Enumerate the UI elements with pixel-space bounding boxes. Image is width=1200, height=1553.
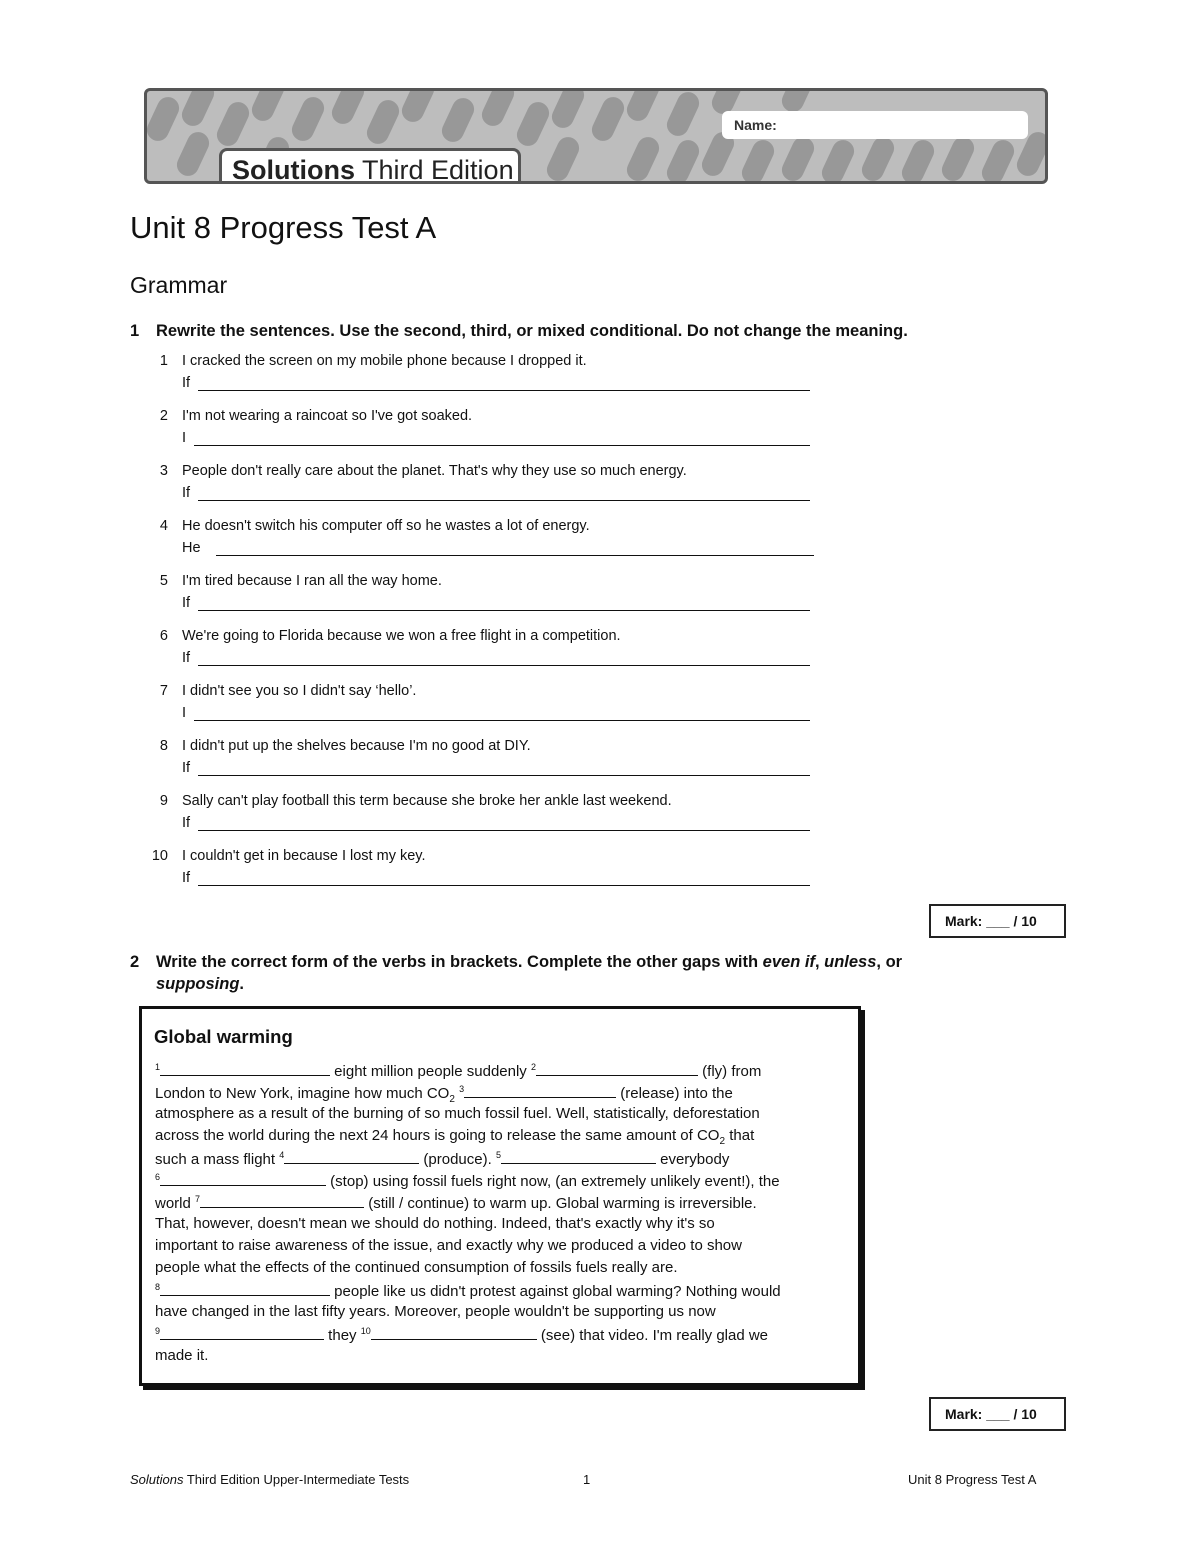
item-sentence: We're going to Florida because we won a free flight in a competition. [182, 628, 621, 644]
answer-line[interactable] [198, 390, 810, 391]
item-number: 5 [159, 573, 168, 589]
text-line-11 [155, 1281, 781, 1300]
gap-number: 2 [530, 1062, 536, 1072]
item-number: 9 [159, 793, 168, 809]
item-start-word: If [182, 485, 191, 501]
gap-number: 5 [495, 1150, 501, 1160]
item-number: 1 [159, 353, 168, 369]
header-banner [144, 88, 1048, 184]
footer-series: Solutions [130, 1472, 184, 1487]
text-line-12: have changed in the last fifty years. Moreover, people wouldn't be supporting us now [155, 1303, 716, 1320]
text-line-2 [155, 1083, 733, 1105]
brand-rest: Third Edition [362, 155, 514, 184]
item-start-word: If [182, 870, 191, 886]
item-sentence: Sally can't play football this term because she broke her ankle last weekend. [182, 793, 672, 809]
item-sentence: People don't really care about the planet. That's why they use so much energy. [182, 463, 687, 479]
exercise2-text: Write the correct form of the verbs in brackets. Complete the other gaps with even if, unless, or [156, 953, 903, 971]
exercise1-mark-box[interactable]: Mark: ___ / 10 [929, 904, 1066, 938]
text-fragment: people like us didn't protest against global warming? Nothing would [330, 1283, 781, 1300]
answer-line[interactable] [194, 720, 810, 721]
text-line-7 [155, 1193, 757, 1212]
item-number: 7 [159, 683, 168, 699]
brand-logo [232, 155, 514, 184]
item-start-word: He [182, 540, 201, 556]
gap-number: 6 [155, 1172, 161, 1182]
gap-number: 3 [459, 1084, 465, 1094]
gap-4[interactable] [284, 1149, 419, 1164]
text-line-1 [155, 1061, 761, 1080]
text-line-3: atmosphere as a result of the burning of so much fossil fuel. Well, statistically, deforestation [155, 1105, 760, 1122]
item-sentence: I didn't see you so I didn't say ‘hello’. [182, 683, 417, 699]
answer-line[interactable] [198, 500, 810, 501]
text-fragment: London to New York, imagine how much CO [155, 1085, 450, 1102]
gap-1[interactable] [160, 1061, 330, 1076]
text-fragment: across the world during the next 24 hours is going to release the same amount of CO [155, 1127, 720, 1144]
item-sentence: I'm tired because I ran all the way home. [182, 573, 442, 589]
text-line-4 [155, 1127, 754, 1147]
page-title: Unit 8 Progress Test A [130, 210, 437, 245]
subscript: 2 [719, 1136, 726, 1147]
gap-7[interactable] [200, 1193, 364, 1208]
text-line-13 [155, 1325, 768, 1344]
item-number: 2 [159, 408, 168, 424]
brand-tab [219, 148, 521, 184]
item-start-word: I [182, 705, 187, 721]
text-fragment: that [725, 1127, 755, 1144]
option-supposing: supposing [156, 975, 240, 993]
gap-number: 7 [195, 1194, 201, 1204]
item-start-word: If [182, 375, 191, 391]
exercise2-text-line1: Write the correct form of the verbs in brackets. Complete the other gaps with [156, 953, 759, 971]
exercise1-number: 1 [130, 322, 140, 340]
gap-3[interactable] [464, 1083, 616, 1098]
item-number: 8 [159, 738, 168, 754]
gap-9[interactable] [160, 1325, 324, 1340]
text-line-8: That, however, doesn't mean we should do nothing. Indeed, that's exactly why it's so [155, 1215, 715, 1232]
text-line-10: people what the effects of the continued consumption of fossils fuels really are. [155, 1259, 678, 1276]
exercise1-item [148, 793, 848, 837]
item-number: 3 [159, 463, 168, 479]
item-sentence: I'm not wearing a raincoat so I've got soaked. [182, 408, 473, 424]
item-start-word: If [182, 760, 191, 776]
text-line-9: important to raise awareness of the issue, and exactly why we produced a video to show [155, 1237, 742, 1254]
option-even-if: even if [762, 953, 815, 971]
text-fragment: (produce). [419, 1151, 496, 1168]
item-sentence: I cracked the screen on my mobile phone because I dropped it. [182, 353, 587, 369]
item-sentence: I couldn't get in because I lost my key. [182, 848, 426, 864]
exercise1-item [148, 628, 848, 672]
text-fragment: everybody [655, 1151, 730, 1168]
gap-2[interactable] [536, 1061, 698, 1076]
text-box-title: Global warming [154, 1026, 293, 1047]
answer-line[interactable] [216, 555, 814, 556]
exercise1-item [148, 463, 848, 507]
item-start-word: If [182, 650, 191, 666]
gap-number: 9 [155, 1326, 161, 1336]
brand-bold: Solutions [232, 155, 355, 184]
item-sentence: He doesn't switch his computer off so he wastes a lot of energy. [182, 518, 590, 534]
exercise1-item [148, 683, 848, 727]
item-number: 4 [159, 518, 168, 534]
option-or: or [885, 953, 903, 971]
answer-line[interactable] [198, 830, 810, 831]
answer-line[interactable] [198, 885, 810, 886]
text-fragment: world [155, 1195, 196, 1212]
item-number: 6 [159, 628, 168, 644]
item-number: 10 [151, 848, 168, 864]
option-unless: unless [824, 953, 877, 971]
section-title: Grammar [130, 272, 228, 298]
exercise1-item [148, 353, 848, 397]
answer-line[interactable] [194, 445, 810, 446]
text-fragment: they [324, 1327, 361, 1344]
exercise1-item [148, 408, 848, 452]
text-line-14: made it. [155, 1347, 209, 1364]
name-field[interactable] [722, 111, 1028, 139]
text-fragment: (see) that video. I'm really glad we [536, 1327, 769, 1344]
text-fragment: (stop) using fossil fuels right now, (an extremely unlikely event!), the [326, 1173, 780, 1190]
item-sentence: I didn't put up the shelves because I'm no good at DIY. [182, 738, 531, 754]
subscript: 2 [449, 1094, 455, 1105]
gap-6[interactable] [160, 1171, 326, 1186]
text-fragment: eight million people suddenly [330, 1063, 531, 1080]
text-fragment: (release) into the [616, 1085, 733, 1102]
text-line-5 [155, 1149, 729, 1168]
exercise1-item [148, 848, 848, 892]
answer-line[interactable] [198, 665, 810, 666]
item-start-word: I [182, 430, 187, 446]
exercise1-item [148, 573, 848, 617]
gap-number: 8 [155, 1282, 161, 1292]
exercise1-item [148, 738, 848, 782]
exercise1-text: Rewrite the sentences. Use the second, third, or mixed conditional. Do not change the meaning. [156, 322, 908, 340]
gap-number: 4 [279, 1150, 285, 1160]
footer-left [130, 1472, 409, 1487]
exercise2-text-line2: supposing. [156, 975, 245, 993]
exercise2-mark-box[interactable]: Mark: ___ / 10 [929, 1397, 1066, 1431]
text-fragment: such a mass flight [155, 1151, 280, 1168]
exercise2-number: 2 [130, 953, 140, 971]
text-line-6 [155, 1171, 780, 1190]
gap-number: 1 [155, 1062, 161, 1072]
text-fragment: (still / continue) to warm up. Global warming is irreversible. [364, 1195, 757, 1212]
gap-number: 10 [360, 1326, 371, 1336]
answer-line[interactable] [198, 610, 810, 611]
exercise1-item [148, 518, 848, 562]
gap-5[interactable] [501, 1149, 656, 1164]
name-label: Name: [734, 117, 777, 133]
item-start-word: If [182, 595, 191, 611]
gap-8[interactable] [160, 1281, 330, 1296]
gap-10[interactable] [371, 1325, 537, 1340]
text-fragment: (fly) from [698, 1063, 762, 1080]
page-number: 1 [583, 1472, 591, 1487]
item-start-word: If [182, 815, 191, 831]
footer-series-rest: Third Edition Upper-Intermediate Tests [183, 1472, 410, 1487]
footer-right: Unit 8 Progress Test A [908, 1472, 1037, 1487]
answer-line[interactable] [198, 775, 810, 776]
